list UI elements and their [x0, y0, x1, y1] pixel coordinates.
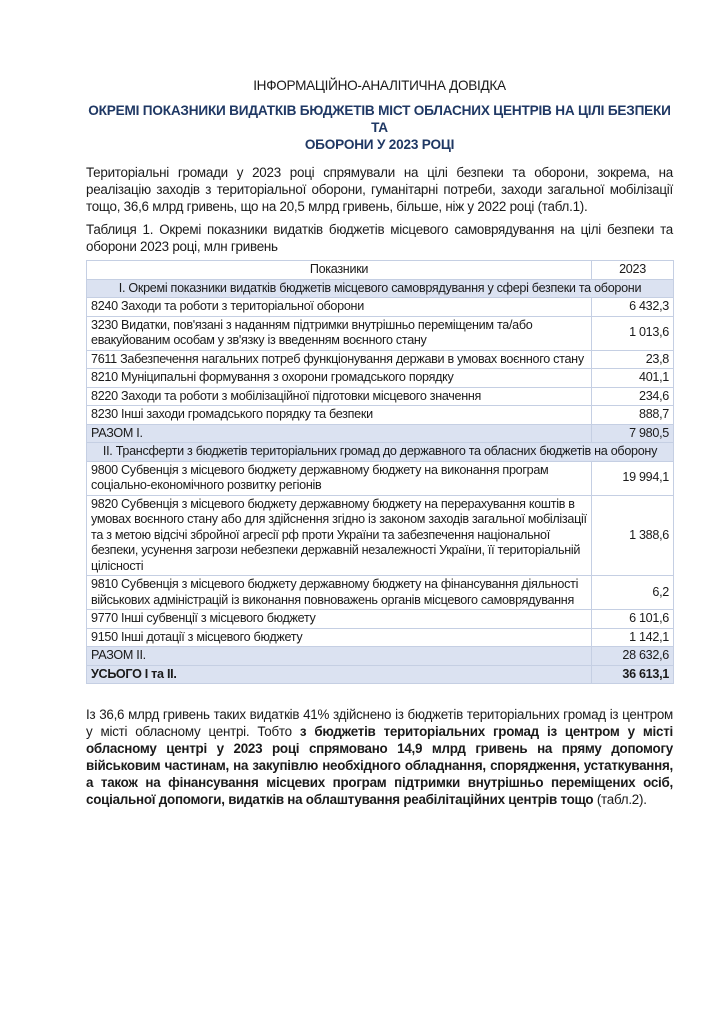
grand-total-label: УСЬОГО І та ІІ.	[87, 665, 592, 684]
section-2-title: ІІ. Трансферти з бюджетів територіальних громад до державного та обласних бюджетів на оборону	[87, 443, 674, 462]
row-label: 8220 Заходи та роботи з мобілізаційної підготовки місцевого значення	[87, 387, 592, 406]
section-2-header	[87, 443, 674, 462]
row-label: 8240 Заходи та роботи з територіальної оборони	[87, 298, 592, 317]
total-label: РАЗОМ ІІ.	[87, 647, 592, 666]
grand-total-value: 36 613,1	[592, 665, 674, 684]
title-line-1: ОКРЕМІ ПОКАЗНИКИ ВИДАТКІВ БЮДЖЕТІВ МІСТ ОБЛАСНИХ ЦЕНТРІВ НА ЦІЛІ БЕЗПЕКИ ТА	[88, 103, 671, 135]
row-value: 6 101,6	[592, 610, 674, 629]
row-value: 1 142,1	[592, 628, 674, 647]
header-year: 2023	[592, 261, 674, 280]
conclusion-emphasis: з бюджетів територіальних громад із центром у місті обласному центрі у 2023 році спрямовано 14,9 млрд гривень на пряму допомогу військовим частинам, на закупівлю необхідного обладнання, спорядження, устаткування, а також на фінансування місцевих програм підтримки внутрішньо переміщених осіб, соціальної допомоги, видатків на облаштування реабілітаційних центрів тощо	[86, 724, 673, 807]
row-label: 9770 Інші субвенції з місцевого бюджету	[87, 610, 592, 629]
conclusion-text-2: (табл.2).	[593, 792, 647, 807]
row-value: 401,1	[592, 369, 674, 388]
row-value: 23,8	[592, 350, 674, 369]
row-label: 8210 Муніципальні формування з охорони громадського порядку	[87, 369, 592, 388]
row-label: 8230 Інші заходи громадського порядку та безпеки	[87, 406, 592, 425]
row-label: 9150 Інші дотації з місцевого бюджету	[87, 628, 592, 647]
conclusion-paragraph	[86, 706, 673, 808]
table-row	[87, 298, 674, 317]
table-caption: Таблиця 1. Окремі показники видатків бюджетів місцевого самоврядування на цілі безпеки та оборони 2023 році, млн гривень	[86, 222, 673, 254]
row-label: 9820 Субвенція з місцевого бюджету державному бюджету на перерахування коштів в умовах воєнного стану або для здійснення згідно із законом заходів загальної мобілізації та з метою відсічі збройної агресії рф проти України та забезпечення національної безпеки, усунення загрози небезпеки державній незалежності України, її територіальній цілісності	[87, 495, 592, 576]
row-value: 1 388,6	[592, 495, 674, 576]
row-value: 6 432,3	[592, 298, 674, 317]
table-row	[87, 369, 674, 388]
table-row	[87, 610, 674, 629]
section-1-header	[87, 279, 674, 298]
total-value: 28 632,6	[592, 647, 674, 666]
row-value: 6,2	[592, 576, 674, 610]
table-row	[87, 576, 674, 610]
grand-total-row	[87, 665, 674, 684]
row-value: 888,7	[592, 406, 674, 425]
row-label: 9810 Субвенція з місцевого бюджету державному бюджету на фінансування діяльності військових адміністрацій із виконання повноважень органів місцевого самоврядування	[87, 576, 592, 610]
table-row	[87, 461, 674, 495]
row-value: 19 994,1	[592, 461, 674, 495]
table-row	[87, 495, 674, 576]
section-1-title: І. Окремі показники видатків бюджетів місцевого самоврядування у сфері безпеки та оборони	[87, 279, 674, 298]
title-line-2: ОБОРОНИ У 2023 РОЦІ	[304, 137, 455, 152]
table-row	[87, 406, 674, 425]
row-label: 9800 Субвенція з місцевого бюджету державному бюджету на виконання програм соціально-економічного розвитку регіонів	[87, 461, 592, 495]
total-value: 7 980,5	[592, 424, 674, 443]
row-label: 3230 Видатки, пов'язані з наданням підтримки внутрішньо переміщеним та/або евакуйованим особам у зв'язку із введенням воєнного стану	[87, 316, 592, 350]
document-kicker: ІНФОРМАЦІЙНО-АНАЛІТИЧНА ДОВІДКА	[253, 78, 506, 93]
header-indicators: Показники	[87, 261, 592, 280]
table-row	[87, 350, 674, 369]
row-label: 7611 Забезпечення нагальних потреб функціонування держави в умовах воєнного стану	[87, 350, 592, 369]
section-1-total-row	[87, 424, 674, 443]
table-header-row	[87, 261, 674, 280]
table-row	[87, 316, 674, 350]
intro-paragraph: Територіальні громади у 2023 році спрямували на цілі безпеки та оборони, зокрема, на реалізацію заходів з територіальної оборони, гуманітарні потреби, заходи загальної мобілізації тощо, 36,6 млрд гривень, що на 20,5 млрд гривень, більше, ніж у 2022 році (табл.1).	[86, 165, 673, 214]
table-row	[87, 387, 674, 406]
document-title	[86, 102, 673, 153]
section-2-total-row	[87, 647, 674, 666]
total-label: РАЗОМ І.	[87, 424, 592, 443]
document-page	[86, 78, 673, 814]
row-value: 1 013,6	[592, 316, 674, 350]
row-value: 234,6	[592, 387, 674, 406]
conclusion-text-1: Із 36,6 млрд гривень таких видатків 41% здійснено із бюджетів територіальних громад із центром у місті обласному центрі. Тобто	[86, 707, 673, 739]
table-row	[87, 628, 674, 647]
indicators-table	[86, 260, 674, 684]
